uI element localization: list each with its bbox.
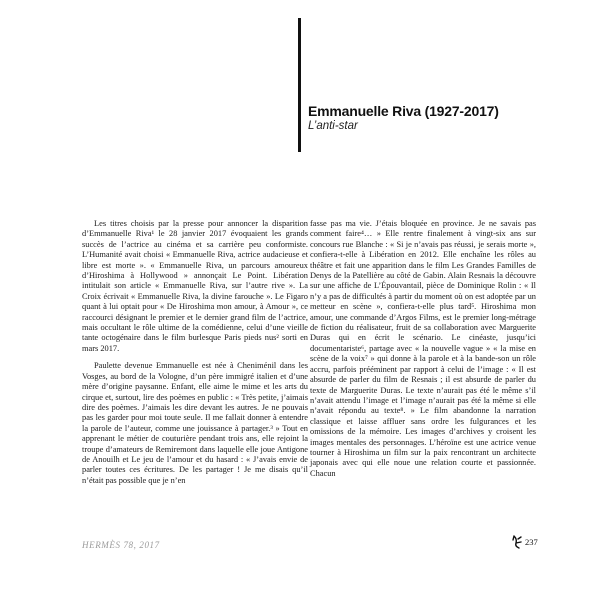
hermes-logo-icon (511, 535, 523, 549)
paragraph-2: Paulette devenue Emmanuelle est née à Cheniménil dans les Vosges, au bord de la Vologne, d’un père immigré italien et d’une mère d’origine paysanne. Enfant, elle aime le mime et les arts du cirque et, surtout, lire des poèmes en public : « Très petite, j’aimais dire des poèmes. J’aimais les dire devant les autres. Je ne pouvais pas les garder pour moi toute seule. Il me fallait donner à entendre la parole de l’auteur, comme une jouissance à partager.³ » Tout en apprenant le métier de couturière pendant trois ans, elle rejoint la troupe d’amateurs de Remiremont dans laquelle elle joue Antigone de Anouilh et Le jeu de l’amour et du hasard : « J’avais envie de parler toutes ces écritures. De les partager ! Je me disais qu’il n’était pas possible que je n’en (82, 361, 308, 485)
paragraph-2-continued: fasse pas ma vie. J’étais bloquée en province. Je ne savais pas comment faire⁴… » Elle rentre finalement à vingt-six ans sur concours rue Blanche : « Si je n’avais pas réussi, je serais morte », confiera-t-elle à Libération en 2012. Elle enchaîne les rôles au théâtre et fait une apparition dans le film Les Grandes Familles de Denys de la Patellière au côté de Gabin. Alain Resnais la découvre sur une affiche de L’Épouvantail, pièce de Dominique Rolin : « Il n’y a pas de difficultés à partir du moment où on est adoptée par un metteur en scène », confiera-t-elle plus tard⁵. Hiroshima mon amour, une commande d’Argos Films, est le premier long-métrage de fiction du réalisateur, fruit de sa collaboration avec Marguerite Duras qui en écrit le scénario. Le cinéaste, jusqu’ici documentariste⁶, partage avec « la nouvelle vague » « la mise en scène de la voix⁷ » qui donne à la parole et à la bande-son un rôle accru, parfois prééminent par rapport à celui de l’image : « Il est absurde de parler du film de Resnais ; il est absurde de parler du texte de Marguerite Duras. Le texte n’aurait pas été le même s’il n’avait attendu l’image et l’image n’aurait pas été la même si elle n’avait répondu au texte⁸. » Le film abandonne la narration classique et laisse affluer sans ordre les fulgurances et les omissions de la mémoire. Les images d’archives y croisent les images mentales des personnages. L’héroïne est une actrice venue tourner à Hiroshima un film sur la paix rencontrant un architecte japonais avec qui elle noue une relation courte et passionnée. Chacun (310, 219, 536, 478)
title-rule (298, 18, 301, 152)
article-title: Emmanuelle Riva (1927-2017) (308, 103, 499, 119)
journal-reference: HERMÈS 78, 2017 (82, 540, 160, 550)
paragraph-1: Les titres choisis par la presse pour annoncer la disparition d’Emmanuelle Riva¹ le 28 janvier 2017 évoquaient les grands succès de l’actrice au cinéma et sa carrière peu conformiste. L’Humanité avait choisi « Emmanuelle Riva, actrice audacieuse et libre est morte ». « Emmanuelle Riva, un parcours amoureux d’Hiroshima à Hollywood » annonçait Le Point. Libération intitulait son article « Emmanuelle Riva, sur l’autre rive ». La Croix écrivait « Emmanuelle Riva, la divine farouche ». Le Figaro quant à lui optait pour « De Hiroshima mon amour, à Amour », ce raccourci désignant le premier et le dernier grand film de l’actrice, mais occultant le rôle ultime de la comédienne, celui d’une vieille tante octogénaire dans le film burlesque Paris pieds nus² sorti en mars 2017. (82, 219, 308, 353)
left-column (82, 219, 308, 486)
page-footer (511, 535, 538, 549)
right-column (310, 219, 536, 479)
article-header (308, 103, 499, 132)
page-number: 237 (525, 537, 538, 547)
article-subtitle: L’anti-star (308, 120, 358, 132)
